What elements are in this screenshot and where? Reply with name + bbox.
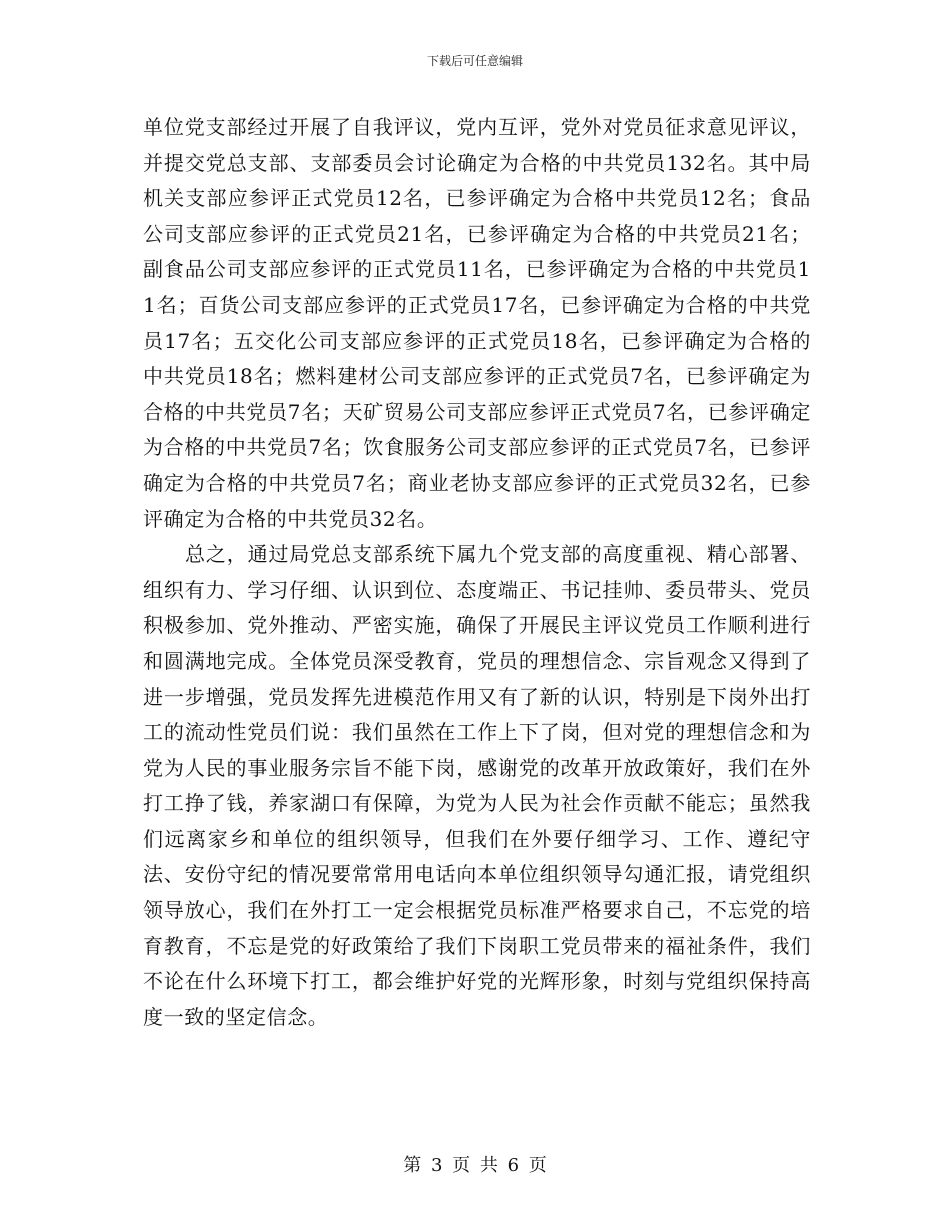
- paragraph-1: 单位党支部经过开展了自我评议，党内互评，党外对党员征求意见评议，并提交党总支部、支部委员会讨论确定为合格的中共党员132名。其中局机关支部应参评正式党员12名，已参评确定为合格中共党员12名；食品公司支部应参评的正式党员21名，已参评确定为合格的中共党员21名；副食品公司支部应参评的正式党员11名，已参评确定为合格的中共党员11名；百货公司支部应参评的正式党员17名，已参评确定为合格的中共党员17名；五交化公司支部应参评的正式党员18名，已参评确定为合格的中共党员18名；燃料建材公司支部应参评的正式党员7名，已参评确定为合格的中共党员7名；天矿贸易公司支部应参评正式党员7名，已参评确定为合格的中共党员7名；饮食服务公司支部应参评的正式党员7名，已参评确定为合格的中共党员7名；商业老协支部应参评的正式党员32名，已参评确定为合格的中共党员32名。: [143, 115, 811, 531]
- paragraph-2: 总之，通过局党总支部系统下属九个党支部的高度重视、精心部署、组织有力、学习仔细、认识到位、态度端正、书记挂帅、委员带头、党员积极参加、党外推动、严密实施，确保了开展民主评议党员工作顺利进行和圆满地完成。全体党员深受教育，党员的理想信念、宗旨观念又得到了进一步增强，党员发挥先进模范作用又有了新的认识，特别是下岗外出打工的流动性党员们说：我们虽然在工作上下了岗，但对党的理想信念和为党为人民的事业服务宗旨不能下岗，感谢党的改革开放政策好，我们在外打工挣了钱，养家湖口有保障，为党为人民为社会作贡献不能忘；虽然我们远离家乡和单位的组织领导，但我们在外要仔细学习、工作、遵纪守法、安份守纪的情况要常常用电话向本单位组织领导勾通汇报，请党组织领导放心，我们在外打工一定会根据党员标准严格要求自己，不忘党的培育教育，不忘是党的好政策给了我们下岗职工党员带来的福祉条件，我们不论在什么环境下打工，都会维护好党的光辉形象，时刻与党组织保持高度一致的坚定信念。: [143, 542, 811, 1029]
- page-number: 第 3 页 共 6 页: [403, 1155, 547, 1176]
- page-header: 下载后可任意编辑: [426, 54, 523, 68]
- document-body: [143, 110, 811, 1035]
